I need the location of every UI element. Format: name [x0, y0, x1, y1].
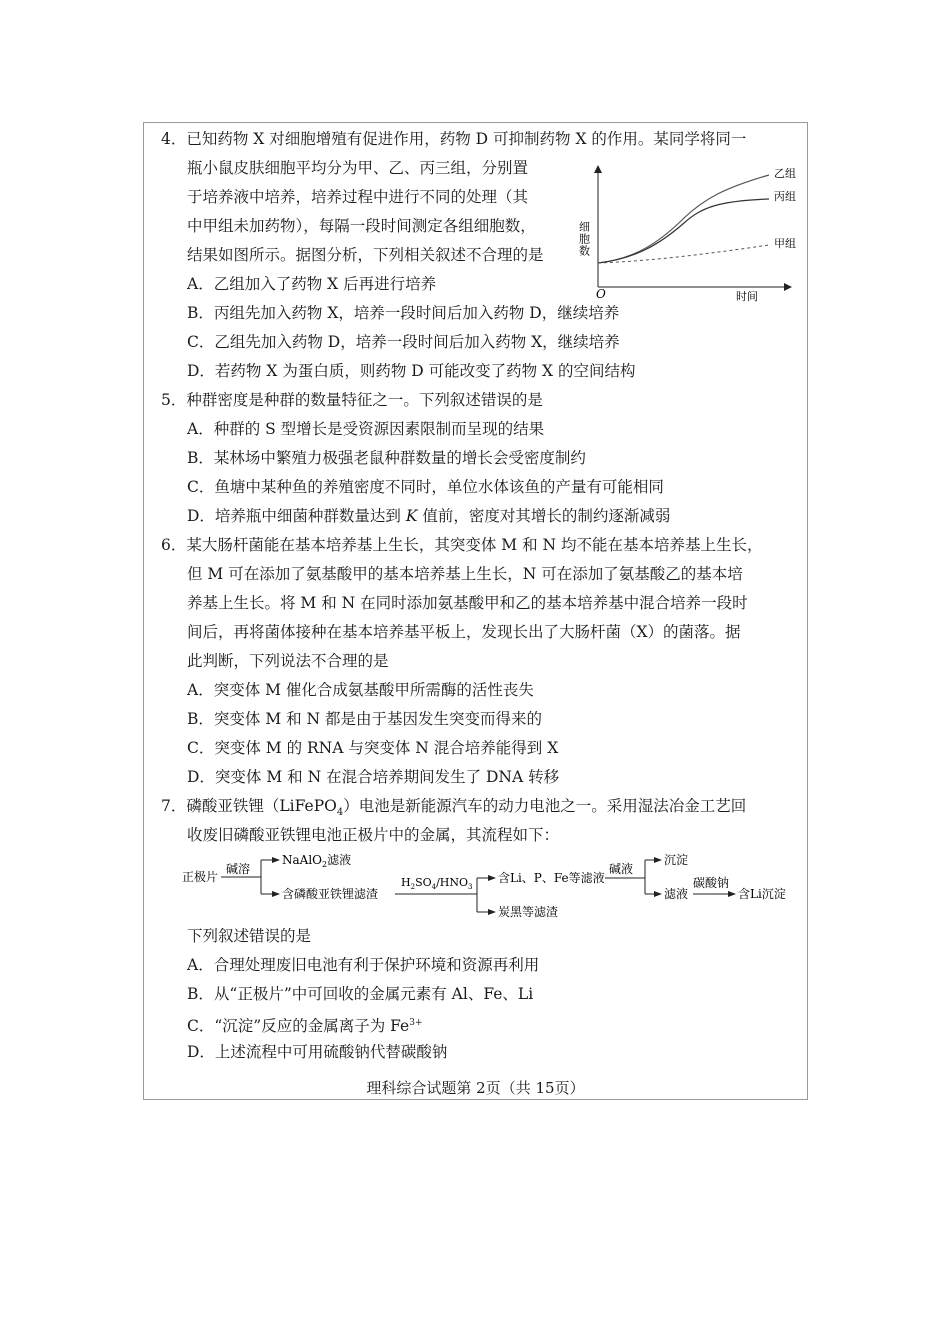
q6-option-b: B．突变体 M 和 N 都是由于基因发生突变而得来的	[187, 710, 543, 728]
q7-option-c-sup: 3+	[409, 1018, 423, 1028]
q6-line5: 此判断，下列说法不合理的是	[187, 652, 389, 670]
y-axis-arrow	[594, 165, 602, 173]
q7-line1	[161, 795, 746, 824]
q7-line1-post: ）电池是新能源汽车的动力电池之一。采用湿法冶金工艺回	[343, 797, 747, 815]
flow-filtrate3: 滤液	[664, 887, 689, 901]
flow-precipitate: 沉淀	[664, 853, 689, 867]
series-label-jia: 甲组	[774, 237, 796, 250]
q7-option-c	[187, 1012, 423, 1037]
y-axis-label: 细胞数	[577, 221, 591, 257]
flow-residue2: 炭黑等滤渣	[498, 905, 559, 919]
q4-option-d: D．若药物 X 为蛋白质，则药物 D 可能改变了药物 X 的空间结构	[187, 362, 636, 380]
q4-line2: 瓶小鼠皮肤细胞平均分为甲、乙、丙三组，分别置	[187, 159, 529, 177]
q6-line2: 但 M 可在添加了氨基酸甲的基本培养基上生长，N 可在添加了氨基酸乙的基本培	[187, 565, 743, 583]
q7-option-d: D．上述流程中可用硫酸钠代替碳酸钠	[187, 1043, 448, 1061]
series-label-bing: 丙组	[774, 190, 796, 203]
flow-reagent4: 碳酸钠	[693, 876, 730, 890]
curve-jia	[598, 245, 769, 263]
q4-line4: 中甲组未加药物），每隔一段时间测定各组细胞数，	[187, 217, 536, 235]
q5-option-d	[187, 505, 670, 527]
q5-option-d-post: 值前，密度对其增长的制约逐渐减弱	[417, 507, 671, 525]
exam-page	[143, 122, 808, 1100]
q5-option-d-pre: D．培养瓶中细菌种群数量达到	[187, 507, 406, 525]
flow-reagent2: $H_2SO_4/HNO_3$	[401, 876, 473, 891]
q6-option-d: D．突变体 M 和 N 在混合培养期间发生了 DNA 转移	[187, 768, 560, 786]
q4-line3: 于培养液中培养，培养过程中进行不同的处理（其	[187, 188, 529, 206]
x-axis-arrow	[784, 283, 792, 291]
q7-line1-sub: 4	[336, 807, 344, 819]
q4-option-b: B．丙组先加入药物 X，培养一段时间后加入药物 D，继续培养	[187, 304, 620, 322]
series-label-yi: 乙组	[774, 167, 796, 180]
q6-option-c: C．突变体 M 的 RNA 与突变体 N 混合培养能得到 X	[187, 739, 559, 757]
q6-line4: 间后，再将菌体接种在基本培养基平板上，发现长出了大肠杆菌（X）的菌落。据	[187, 623, 741, 641]
q5-option-b: B．某林场中繁殖力极强老鼠种群数量的增长会受密度制约	[187, 449, 586, 467]
flow-step3-label: 碱液	[609, 862, 634, 876]
q6-line1: 6．某大肠杆菌能在基本培养基上生长，其突变体 M 和 N 均不能在基本培养基上生长，	[161, 536, 763, 554]
q7-process-flowchart	[179, 848, 809, 923]
flow-residue1: 含磷酸亚铁锂滤渣	[282, 887, 379, 901]
q4-option-a: A．乙组加入了药物 X 后再进行培养	[187, 275, 437, 293]
q4-cell-growth-graph	[574, 163, 804, 303]
origin-label: O	[596, 287, 606, 301]
page-footer: 理科综合试题第 2页（共 15页）	[366, 1079, 585, 1097]
flow-filtrate2: 含Li、P、Fe等滤液	[498, 871, 605, 885]
flow-start: 正极片	[182, 870, 219, 884]
q7-line1-pre: 7．磷酸亚铁锂（LiFePO	[161, 797, 337, 815]
q7-stem: 下列叙述错误的是	[187, 927, 312, 945]
flow-naalo2-filtrate: NaAlO$_2$滤液	[282, 853, 352, 869]
q4-option-c: C．乙组先加入药物 D，培养一段时间后加入药物 X，继续培养	[187, 333, 620, 351]
k-value-symbol: K	[405, 507, 418, 525]
q7-option-a: A．合理处理废旧电池有利于保护环境和资源再利用	[187, 956, 540, 974]
curve-yi	[598, 175, 769, 263]
x-axis-label: 时间	[736, 290, 758, 303]
q7-option-c-pre: C．“沉淀”反应的金属离子为 Fe	[187, 1017, 410, 1036]
q7-option-b: B．从“正极片”中可回收的金属元素有 Al、Fe、Li	[187, 985, 534, 1003]
q4-line1: 4．已知药物 X 对细胞增殖有促进作用，药物 D 可抑制药物 X 的作用。某同学将同一	[161, 130, 747, 148]
q7-line2: 收废旧磷酸亚铁锂电池正极片中的金属，其流程如下：	[187, 826, 560, 844]
flow-final: 含Li沉淀	[738, 887, 786, 901]
q5-option-c: C．鱼塘中某种鱼的养殖密度不同时，单位水体该鱼的产量有可能相同	[187, 478, 664, 496]
q6-line3: 养基上生长。将 M 和 N 在同时添加氨基酸甲和乙的基本培养基中混合培养一段时	[187, 594, 748, 612]
q4-line5: 结果如图所示。据图分析，下列相关叙述不合理的是	[187, 246, 544, 264]
curve-bing	[598, 199, 769, 263]
q6-option-a: A．突变体 M 催化合成氨基酸甲所需酶的活性丧失	[187, 681, 534, 699]
flow-step1-label: 碱溶	[226, 862, 251, 876]
q5-stem: 5．种群密度是种群的数量特征之一。下列叙述错误的是	[161, 391, 543, 409]
q5-option-a: A．种群的 S 型增长是受资源因素限制而呈现的结果	[187, 420, 545, 438]
